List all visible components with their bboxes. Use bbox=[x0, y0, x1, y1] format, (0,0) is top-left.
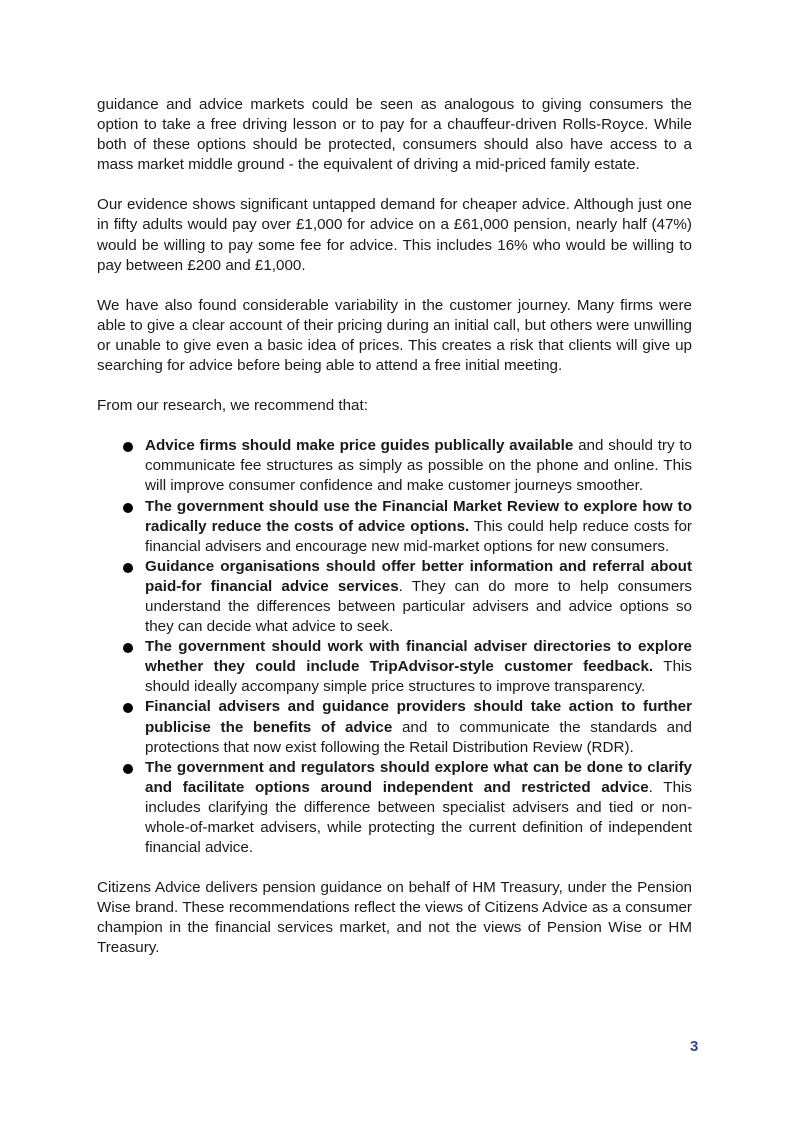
recommendation-text: This should ideally accompany simple price structures to improve transparency. bbox=[145, 658, 692, 696]
list-item bbox=[97, 436, 692, 496]
recommendation-text: This could help reduce costs for financial advisers and encourage new mid-market options for new consumers. bbox=[145, 517, 692, 555]
recommendation-heading: Advice firms should make price guides publically available bbox=[145, 437, 574, 455]
paragraph-customer-journey: We have also found considerable variability in the customer journey. Many firms were able to give a clear account of their pricing during an initial call, but others were unwilling or unable to give even a basic idea of prices. This creates a risk that clients will give up searching for advice before being able to attend a free initial meeting. bbox=[97, 296, 692, 375]
recommendation-text: and to communicate the standards and protections that now exist following the Retail Distribution Review (RDR). bbox=[145, 718, 692, 756]
recommendation-text: . This includes clarifying the difference between specialist advisers and tied or non-whole-of-market advisers, while protecting the current definition of independent financial advice. bbox=[145, 778, 692, 857]
bullet-icon bbox=[123, 764, 133, 774]
page-body bbox=[97, 95, 692, 959]
list-item bbox=[97, 637, 692, 697]
bullet-icon bbox=[123, 703, 133, 713]
recommendation-heading: Guidance organisations should offer better information and referral about paid-for financial advice services bbox=[145, 557, 692, 595]
recommendation-text: . They can do more to help consumers understand the differences between particular advisers and advice options so they can decide what advice to seek. bbox=[145, 577, 692, 636]
paragraph-closing: Citizens Advice delivers pension guidance on behalf of HM Treasury, under the Pension Wise brand. These recommendations reflect the views of Citizens Advice as a consumer champion in the financial services market, and not the views of Pension Wise or HM Treasury. bbox=[97, 879, 692, 957]
recommendation-heading: The government should use the Financial Market Review to explore how to radically reduce the costs of advice options. bbox=[145, 497, 692, 535]
recommendations-list bbox=[97, 436, 692, 858]
bullet-icon bbox=[123, 503, 133, 513]
list-item bbox=[97, 758, 692, 858]
bullet-icon bbox=[123, 442, 133, 452]
list-item bbox=[97, 697, 692, 757]
recommendation-heading: Financial advisers and guidance providers should take action to further publicise the benefits of advice bbox=[145, 698, 692, 736]
recommendation-heading: The government should work with financial adviser directories to explore whether they could include TripAdvisor-style customer feedback. bbox=[145, 638, 692, 676]
recommendation-text: and should try to communicate fee structures as simply as possible on the phone and online. This will improve consumer confidence and make customer journeys smoother. bbox=[145, 437, 693, 495]
recommendation-heading: The government and regulators should explore what can be done to clarify and facilitate options around independent and restricted advice bbox=[145, 758, 692, 796]
page-number: 3 bbox=[690, 1038, 699, 1055]
list-item bbox=[97, 557, 692, 637]
bullet-icon bbox=[123, 643, 133, 653]
paragraph-evidence: Our evidence shows significant untapped demand for cheaper advice. Although just one in fifty adults would pay over £1,000 for advice on a £61,000 pension, nearly half (47%) would be willing to pay some fee for advice. This includes 16% who would be willing to pay between £200 and £1,000. bbox=[97, 196, 692, 274]
bullet-icon bbox=[123, 563, 133, 573]
paragraph-analogy: guidance and advice markets could be seen as analogous to giving consumers the option to take a free driving lesson or to pay for a chauffeur-driven Rolls-Royce. While both of these options should be protected, consumers should also have access to a mass market middle ground - the equivalent of driving a mid-priced family estate. bbox=[97, 96, 692, 174]
list-item bbox=[97, 497, 692, 557]
paragraph-recommend-intro: From our research, we recommend that: bbox=[97, 397, 368, 415]
